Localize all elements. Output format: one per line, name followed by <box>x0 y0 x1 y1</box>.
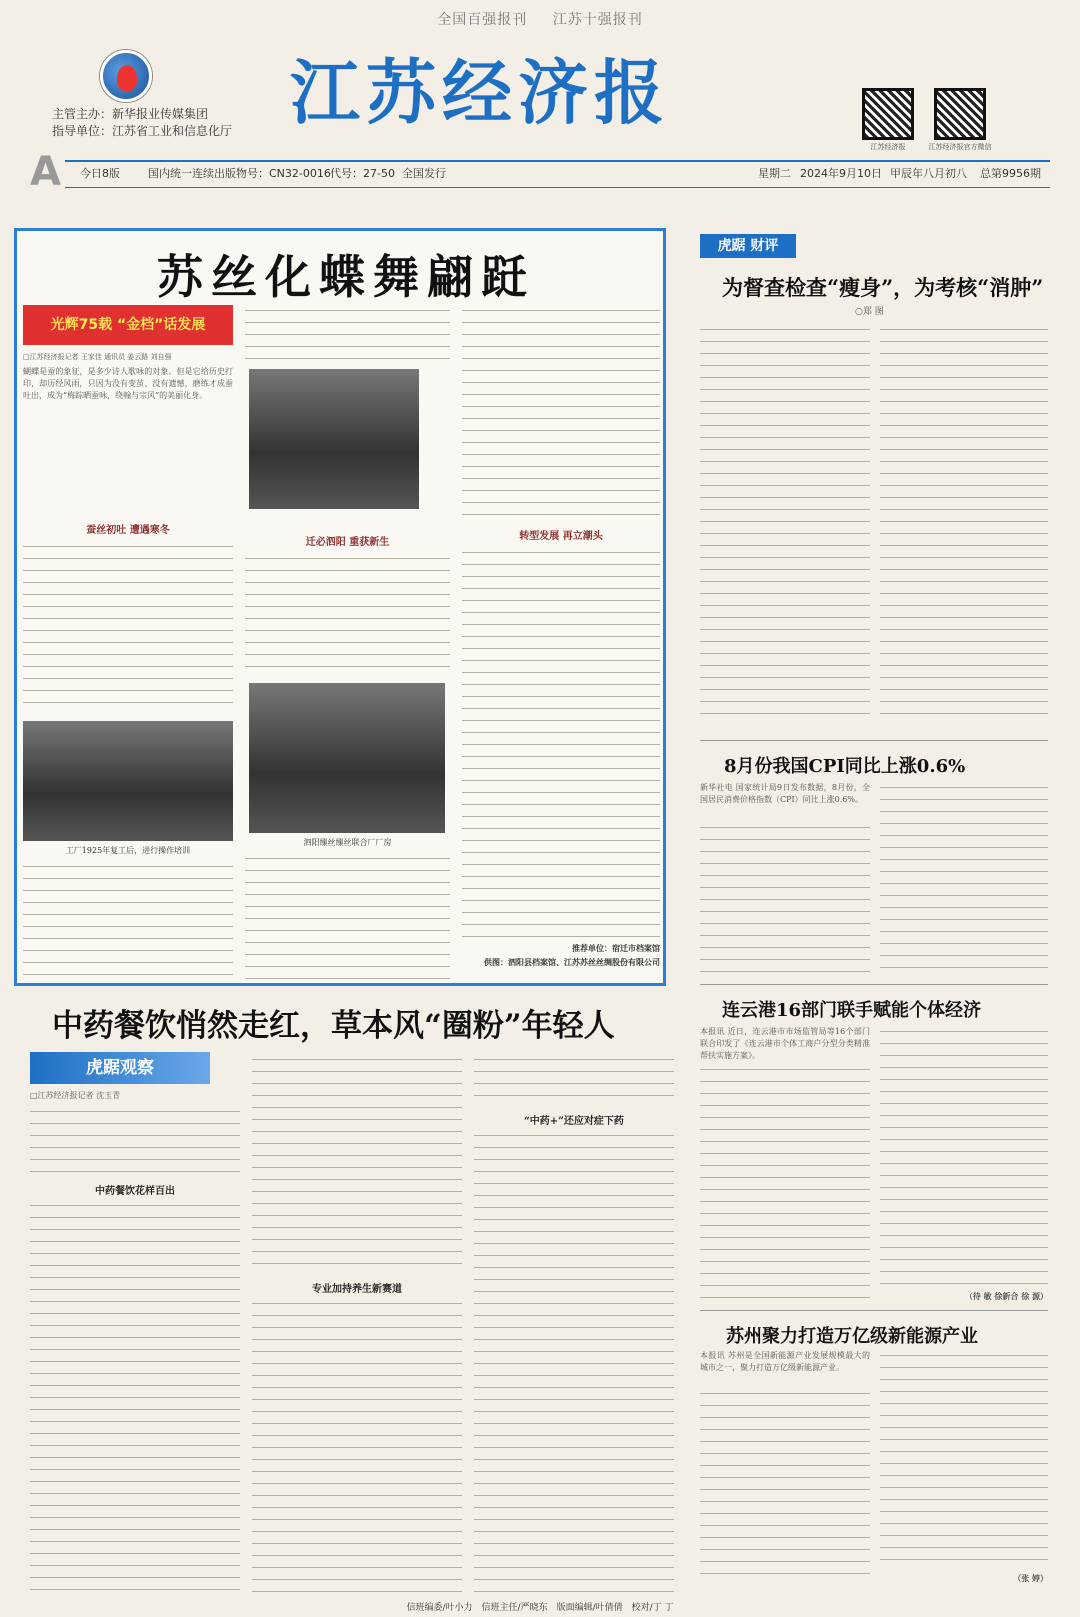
photo-factory <box>249 683 445 833</box>
body-text <box>462 305 660 515</box>
masthead: 江苏经济报 <box>290 51 670 134</box>
section-heading: 转型发展 再立潮头 <box>519 531 603 542</box>
photo-caption: 泗阳缫丝缫丝联合厂厂房 <box>303 838 392 847</box>
body-text <box>880 782 1048 972</box>
body-text <box>474 1130 674 1592</box>
distribution: 全国发行 <box>402 167 446 180</box>
issue-number: 总第9956期 <box>980 167 1041 180</box>
tcm-byline: □江苏经济报记者 沈玉青 <box>30 1091 121 1100</box>
cpi-title: 8月份我国CPI同比上涨0.6% <box>724 756 966 777</box>
photo-gate <box>249 369 419 509</box>
lyg-sign: （待 敏 徐新合 徐 源） <box>964 1291 1048 1301</box>
slogan-2: 江苏十强报刊 <box>552 12 643 28</box>
body-text <box>700 822 870 972</box>
feature-article <box>14 228 666 986</box>
source: 推荐单位：宿迁市档案馆 <box>572 943 660 953</box>
feature-lead: 蝴蝶是蚕的象征，是多少诗人歌咏的对象。但是它给历史打印，却历经风雨，只因为没有变茧、没有遗憾，磨练才成蚕吐出，成为“梅踪晒蚕咏，绕翰与宗风”的美丽化身。 <box>23 367 233 400</box>
divider <box>700 1310 1048 1311</box>
section-kicker: 虎踞观察 <box>30 1052 210 1084</box>
divider <box>700 984 1048 985</box>
photo-workshop <box>23 721 233 841</box>
body-text <box>23 861 233 981</box>
cpi-lead: 新华社电 国家统计局9日发布数据，8月份，全国居民消费价格指数（CPI）同比上涨0.6%。 <box>700 783 870 804</box>
sz-lead: 本报讯 苏州是全国新能源产业发展规模最大的城市之一，聚力打造万亿级新能源产业。 <box>700 1351 870 1372</box>
sponsor-line-1: 主管主办：新华报业传媒集团 <box>52 107 209 121</box>
qr-caption: 江苏经济报官方微信 <box>928 143 992 151</box>
newspaper-logo <box>100 50 152 102</box>
body-text <box>245 553 450 673</box>
sponsor-line-2: 指导单位：江苏省工业和信息化厅 <box>52 124 233 138</box>
photo-caption: 工厂1925年复工后，进行操作培训 <box>65 846 191 855</box>
photo-supplier: 供图：泗阳县档案馆、江苏苏丝丝绸股份有限公司 <box>484 957 660 967</box>
lyg-lead: 本报讯 近日，连云港市市场监管局等16个部门联合印发了《连云港市个体工商户分型分类精准帮扶实施方案》。 <box>700 1027 870 1060</box>
section-heading: “中药+”还应对症下药 <box>524 1116 624 1127</box>
body-text <box>700 324 870 722</box>
sz-title: 苏州聚力打造万亿级新能源产业 <box>726 1326 978 1347</box>
commentary-author: ○郑 图 <box>855 307 884 317</box>
body-text <box>474 1054 674 1106</box>
body-text <box>700 1064 870 1304</box>
cn-number: 国内统一连续出版物号：CN32-0016 <box>148 167 331 180</box>
body-text <box>880 1350 1048 1570</box>
body-text <box>252 1054 462 1272</box>
commentary-title: 为督查检查“瘦身”，为考核“消肿” <box>722 275 1044 300</box>
divider <box>700 740 1048 741</box>
body-text <box>23 541 233 711</box>
issue-info-bar <box>30 160 1050 188</box>
qr-code-icon[interactable] <box>862 88 914 140</box>
body-text <box>30 1106 240 1176</box>
edition-letter: A <box>30 150 65 194</box>
sponsor-info <box>52 106 232 140</box>
body-text <box>880 324 1048 722</box>
qr-code-icon[interactable] <box>934 88 986 140</box>
body-text <box>462 547 660 937</box>
section-kicker: 虎踞 财评 <box>700 234 796 258</box>
sz-sign: （张 婷） <box>1013 1573 1048 1583</box>
pages: 今日8版 <box>80 167 120 180</box>
body-text <box>245 305 450 365</box>
section-heading: 专业加持养生新赛道 <box>312 1284 402 1295</box>
section-heading: 蚕丝初吐 遭遇寒冬 <box>86 525 170 536</box>
section-heading: 中药餐饮花样百出 <box>95 1186 175 1197</box>
body-text <box>30 1200 240 1592</box>
post-code: 代号：27-50 <box>330 167 395 180</box>
date: 2024年9月10日 <box>800 167 882 180</box>
feature-title: 苏丝化蝶舞翩跹 <box>157 250 535 304</box>
qr-caption: 江苏经济报 <box>870 143 906 151</box>
body-text <box>245 853 450 981</box>
weekday: 星期二 <box>758 167 791 180</box>
feature-byline: □江苏经济报记者 王家佳 通讯员 姜云路 刘自强 <box>23 353 172 361</box>
feature-banner: 光辉75载 “金档”话发展 <box>23 305 233 345</box>
body-text <box>252 1298 462 1592</box>
section-heading: 迁必泗阳 重获新生 <box>305 537 390 548</box>
tcm-title: 中药餐饮悄然走红，草本风“圈粉”年轻人 <box>52 1008 615 1044</box>
lyg-title: 连云港16部门联手赋能个体经济 <box>722 1000 982 1021</box>
body-text <box>700 1388 870 1584</box>
slogan-1: 全国百强报刊 <box>437 12 528 28</box>
editor-credits: 信班编委/叶小力 信班主任/严晓东 版面编辑/叶倩倩 校对/丁 丁 <box>406 1603 674 1613</box>
lunar-date: 甲辰年八月初八 <box>890 167 967 180</box>
top-slogans <box>0 0 1080 40</box>
body-text <box>880 1026 1048 1286</box>
